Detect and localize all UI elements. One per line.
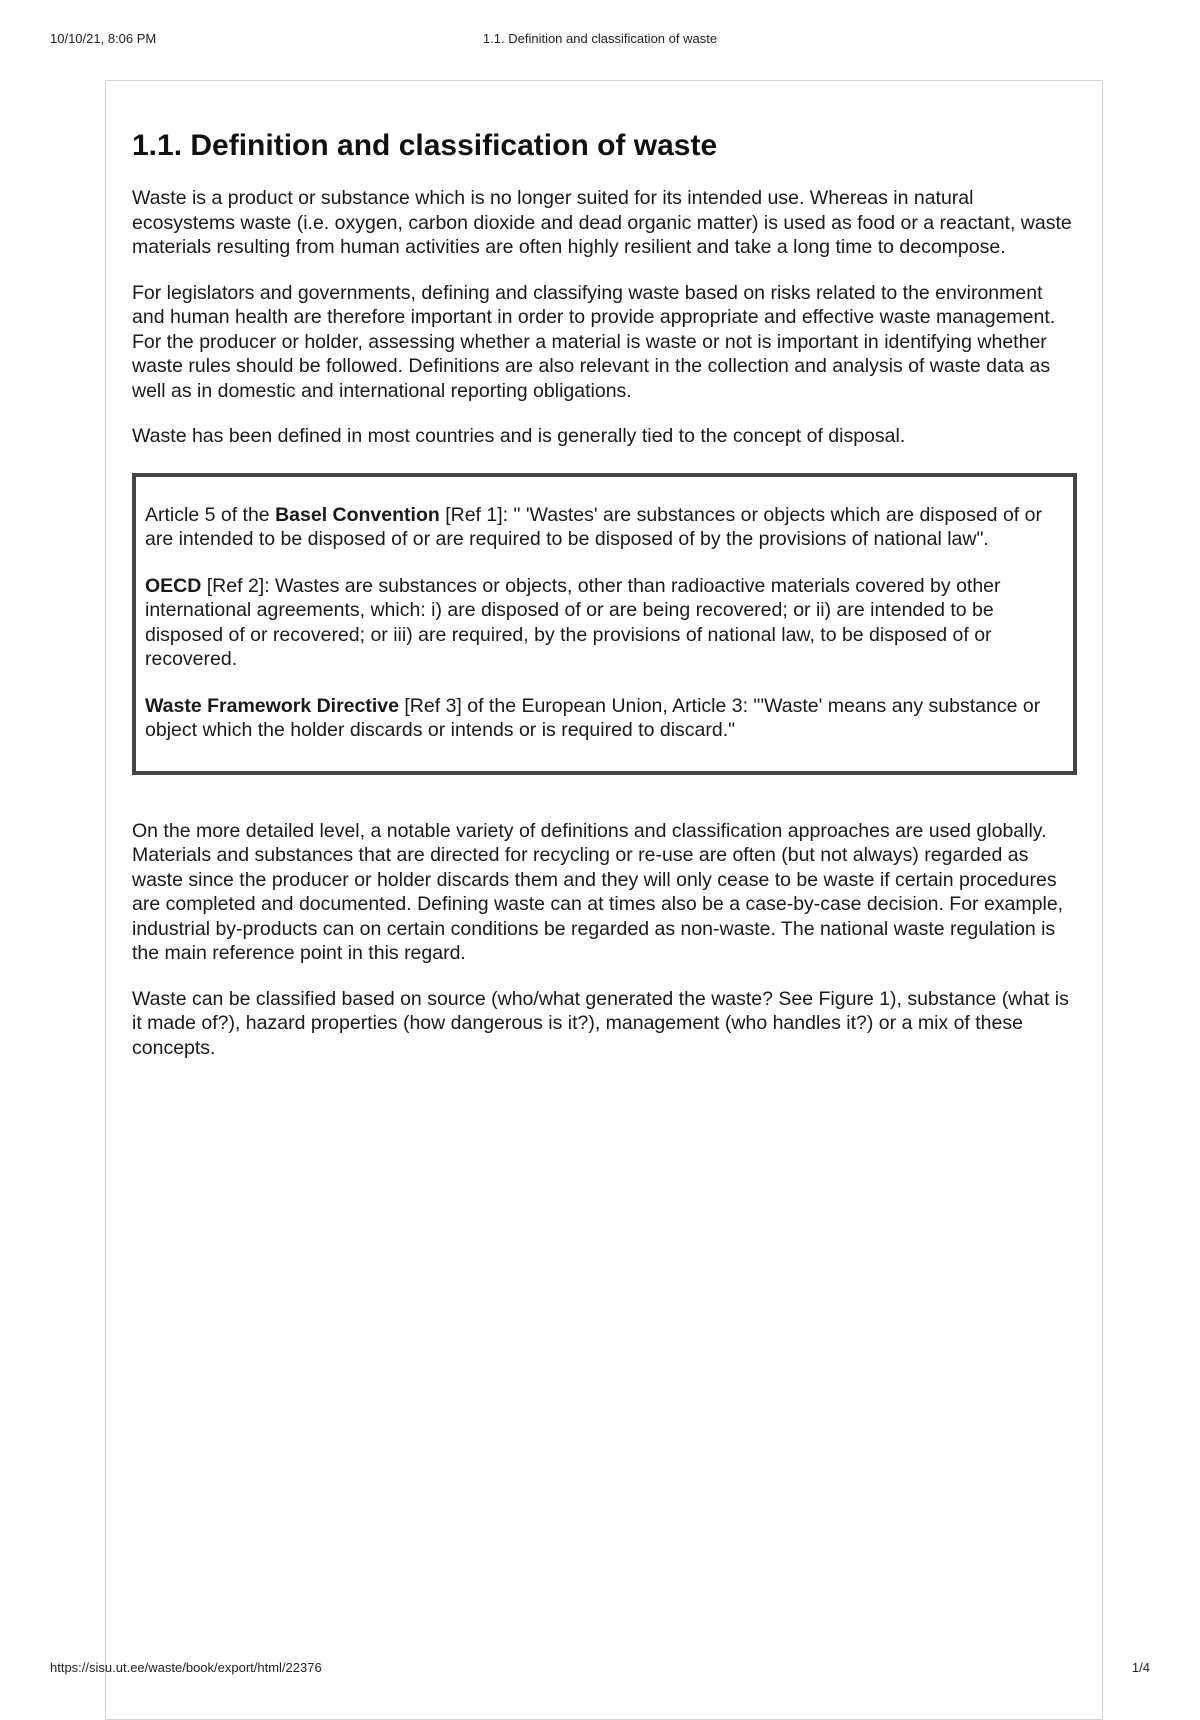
print-datetime: 10/10/21, 8:06 PM <box>50 31 157 46</box>
definition-oecd <box>145 574 1065 672</box>
paragraph-disposal: Waste has been defined in most countries and is generally tied to the concept of disposal. <box>132 425 906 447</box>
article-content <box>132 128 1080 1081</box>
paragraph-classification: Waste can be classified based on source (who/what generated the waste? See Figure 1), substance (what is it made of?), hazard properties (how dangerous is it?), management (who handles it?) or a mix of these concepts. <box>132 987 1069 1059</box>
paragraph-intro: Waste is a product or substance which is no longer suited for its intended use. Whereas in natural ecosystems waste (i.e. oxygen, carbon dioxide and dead organic matter) is used as food or a reactant, waste materials resulting from human activities are often highly resilient and take a long time to decompose. <box>132 187 1072 258</box>
definition-basel <box>145 503 1065 552</box>
definitions-box <box>132 473 1077 775</box>
paragraph-legislators: For legislators and governments, defining and classifying waste based on risks related to the environment and human health are therefore important in order to provide appropriate and effective waste management. For the producer or holder, assessing whether a material is waste or not is important in identifying whether waste rules should be followed. Definitions are also relevant in the collection and analysis of waste data as well as in domestic and international reporting obligations. <box>132 281 1056 402</box>
paragraph-detailed-level: On the more detailed level, a notable variety of definitions and classification approaches are used globally. Materials and substances that are directed for recycling or re-use are often (but not always) regarded as waste since the producer or holder discards them and they will only cease to be waste if certain procedures are completed and documented. Defining waste can at times also be a case-by-case decision. For example, industrial by-products can on certain conditions be regarded as non-waste. The national waste regulation is the main reference point in this regard. <box>132 819 1064 964</box>
definition-basel-term: Basel Convention <box>275 503 440 526</box>
definition-basel-prefix: Article 5 of the <box>145 503 276 526</box>
definition-basel-text: [Ref 1]: " 'Wastes' are substances or objects which are disposed of or are intended to be disposed of or are required to be disposed of by the provisions of national law". <box>145 503 1042 550</box>
print-url: https://sisu.ut.ee/waste/book/export/html/22376 <box>50 1660 322 1675</box>
article-title: 1.1. Definition and classification of waste <box>132 129 718 162</box>
definition-wfd-text: [Ref 3] of the European Union, Article 3: "'Waste' means any substance or object which the holder discards or intends or is required to discard." <box>145 694 1041 741</box>
print-page-title: 1.1. Definition and classification of waste <box>482 31 718 46</box>
print-page-number: 1/4 <box>1131 1660 1150 1675</box>
definition-wfd-term: Waste Framework Directive <box>145 694 399 717</box>
definition-oecd-term: OECD <box>145 574 202 597</box>
definition-oecd-text: [Ref 2]: Wastes are substances or objects, other than radioactive materials covered by other international agreements, which: i) are disposed of or are being recovered; or ii) are intended to be disposed of or recovered; or iii) are required, by the provisions of national law, to be disposed of or recovered. <box>145 574 1001 670</box>
definition-wfd <box>145 694 1065 743</box>
